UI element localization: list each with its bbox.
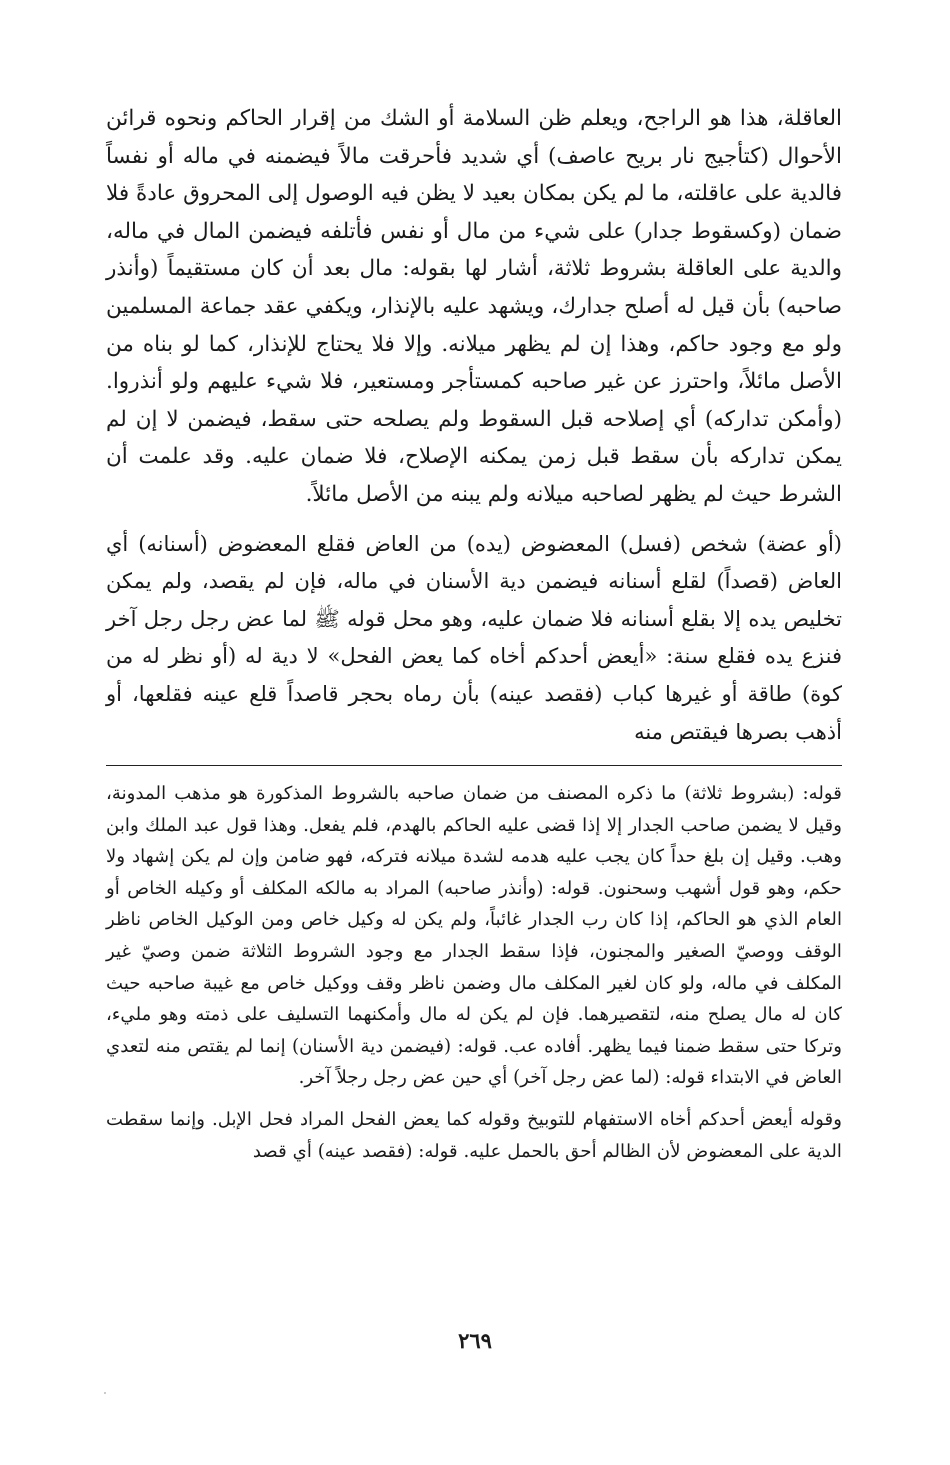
footnote-divider (106, 765, 842, 766)
footnote-paragraph-2: وقوله أيعض أحدكم أخاه الاستفهام للتوبيخ وقوله كما يعض الفحل المراد فحل الإبل. وإنما سقطت الدية على المعضوض لأن الظالم أحق بالحمل عليه. قوله: (فقصد عينه) أي قصد (106, 1109, 842, 1162)
footnote-paragraph-1: قوله: (بشروط ثلاثة) ما ذكره المصنف من ضمان صاحبه بالشروط المذكورة هو مذهب المدونة، وقيل لا يضمن صاحب الجدار إلا إذا قضى عليه الحاكم بالهدم، فلم يفعل. وهذا قول عبد الملك وابن وهب. وقيل إن بلغ حداً كان يجب عليه هدمه لشدة ميلانه فتركه، فهو ضامن وإن لم يكن إشهاد ولا حكم، وهو قول أشهب وسحنون. قوله: (وأنذر صاحبه) المراد به مالكه المكلف أو وكيله الخاص أو العام الذي هو الحاكم، إذا كان رب الجدار غائباً، ولم يكن له وكيل خاص ومن الوكيل الخاص ناظر الوقف ووصيّ الصغير والمجنون، فإذا سقط الجدار مع وجود الشروط الثلاثة ضمن وصيّ غير المكلف في ماله، ولو كان لغير المكلف مال وضمن ناظر وقف ووكيل خاص مع غيبة صاحبه حيث كان له مال يصلح منه، لتقصيرهما. فإن لم يكن له مال وأمكنهما التسليف على ذمته وهو مليء، وتركا حتى سقط ضمنا فيما يظهر. أفاده عب. قوله: (فيضمن دية الأسنان) إنما لم يقتص منه لتعدي العاض في الابتداء قوله: (لما عض رجل آخر) أي حين عض رجل رجلاً آخر. (106, 783, 842, 1089)
scan-speck (104, 1392, 106, 1394)
main-paragraph-1: العاقلة، هذا هو الراجح، ويعلم ظن السلامة أو الشك من إقرار الحاكم ونحوه قرائن الأحوال (كتأجيج نار بريح عاصف) أي شديد فأحرقت مالاً فيضمنه في ماله أو نفساً فالدية على عاقلته، ما لم يكن بمكان بعيد لا يظن فيه الوصول إلى المحروق عادةً فلا ضمان (وكسقوط جدار) على شيء من مال أو نفس فأتلفه فيضمن المال في ماله، والدية على العاقلة بشروط ثلاثة، أشار لها بقوله: مال بعد أن كان مستقيماً (وأنذر صاحبه) بأن قيل له أصلح جدارك، ويشهد عليه بالإنذار، ويكفي عقد جماعة المسلمين ولو مع وجود حاكم، وهذا إن لم يظهر ميلانه. وإلا فلا يحتاج للإنذار، كما لو بناه من الأصل مائلاً، واحترز عن غير صاحبه كمستأجر ومستعير، فلا شيء عليهم ولو أنذروا. (وأمكن تداركه) أي إصلاحه قبل السقوط ولم يصلحه حتى سقط، فيضمن لا إن لم يمكن تداركه بأن سقط قبل زمن يمكنه الإصلاح، فلا ضمان عليه. وقد علمت أن الشرط حيث لم يظهر لصاحبه ميلانه ولم يبنه من الأصل مائلاً. (106, 106, 842, 507)
main-text (106, 100, 842, 751)
page-number: ٢٦٩ (458, 1328, 492, 1353)
footnotes (106, 778, 842, 1167)
main-paragraph-2: (أو عضة) شخص (فسل) المعضوض (يده) من العاض فقلع المعضوض (أسنانه) أي العاض (قصداً) لقلع أسنانه فيضمن دية الأسنان في ماله، فإن لم يقصد، ولم يمكن تخليص يده إلا بقلع أسنانه فلا ضمان عليه، وهو محل قوله ﷺ لما عض رجل رجل آخر فنزع يده فقلع سنة: «أيعض أحدكم أخاه كما يعض الفحل» لا دية له (أو نظر له من كوة) طاقة أو غيرها كباب (فقصد عينه) بأن رماه بحجر قاصداً قلع عينه فقلعها، أو أذهب بصرها فيقتص منه (106, 531, 842, 744)
page-body (106, 100, 842, 1167)
